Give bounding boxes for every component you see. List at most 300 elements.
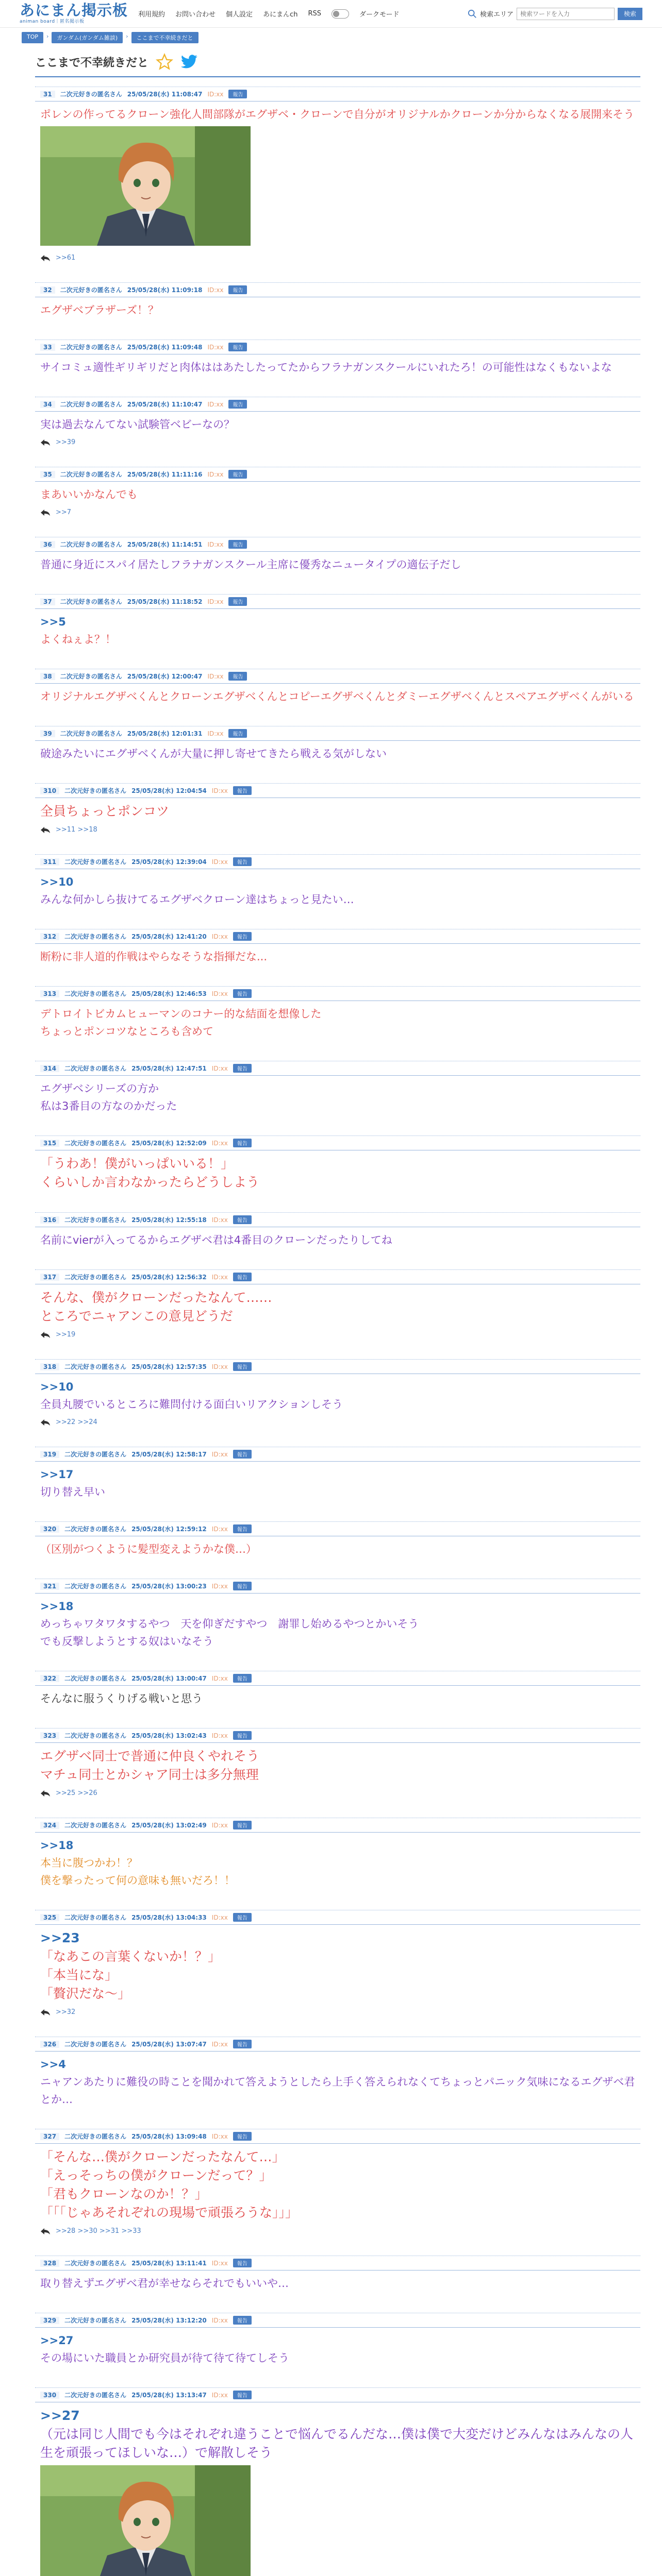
post-number[interactable]: 329 [40,2317,59,2324]
report-button[interactable]: 報告 [233,786,252,795]
post-date: 25/05/28(水) 13:13:47 [131,2392,207,2399]
post-date: 25/05/28(水) 13:11:41 [131,2260,207,2267]
report-button[interactable]: 報告 [233,1215,252,1224]
post-id[interactable]: ID:xx [211,1216,228,1224]
post-body [35,101,640,123]
post-replies [35,503,640,516]
post [35,1359,640,1426]
report-button[interactable]: 報告 [228,597,247,606]
reply-anchor-link[interactable]: >>27 [40,2334,74,2347]
report-button[interactable]: 報告 [233,1450,252,1459]
nav-animanch[interactable]: あにまんch [263,11,298,19]
post-body [35,297,640,319]
report-button[interactable]: 報告 [233,1139,252,1147]
breadcrumb-top[interactable]: TOP [22,32,43,43]
post-body [35,1076,640,1115]
post-author: 二次元好きの匿名さん [64,1914,127,1921]
reply-links[interactable]: >>25 >>26 [56,1789,97,1797]
post-replies [35,249,640,262]
post-date: 25/05/28(水) 12:00:47 [127,673,203,680]
post-author: 二次元好きの匿名さん [64,1065,127,1072]
reply-anchor-link[interactable]: >>17 [40,1468,74,1481]
reply-anchor-link[interactable]: >>27 [40,2408,80,2423]
report-button[interactable]: 報告 [233,2391,252,2399]
report-button[interactable]: 報告 [233,932,252,941]
report-button[interactable]: 報告 [233,989,252,998]
nav-terms[interactable]: 利用規約 [138,11,166,19]
post-id[interactable]: ID:xx [211,1273,228,1281]
post-replies [35,2222,640,2235]
post [35,1671,640,1707]
post-body [35,1374,640,1413]
post-id[interactable]: ID:xx [211,858,228,866]
post [35,2387,640,2576]
post-header [35,1136,640,1150]
post-list [35,87,640,2576]
post-text-line: 私は3番目の方なのかだった [40,1100,177,1112]
post-id[interactable]: ID:xx [211,1732,228,1739]
reply-arrow-icon [40,255,51,262]
report-button[interactable]: 報告 [233,2316,252,2325]
post-date: 25/05/28(水) 11:11:16 [127,471,203,478]
post-text-line: その場にいた職員とか研究員が待て待て待てしそう [40,2352,289,2364]
post-body [35,869,640,908]
post-number[interactable]: 31 [40,91,55,98]
post-date: 25/05/28(水) 11:09:18 [127,286,203,294]
post [35,1818,640,1889]
post-header [35,669,640,684]
reply-anchor-link[interactable]: >>4 [40,2058,66,2071]
post-id[interactable]: ID:xx [207,343,224,351]
post-date: 25/05/28(水) 12:04:54 [131,787,207,794]
post-body [35,1594,640,1650]
post-number[interactable]: 319 [40,1451,59,1458]
post-replies [35,433,640,446]
post-id[interactable]: ID:xx [211,2316,228,2324]
nav-contact[interactable]: お問い合わせ [175,11,216,19]
nav-rss[interactable]: RSS [308,10,321,18]
report-button[interactable]: 報告 [233,857,252,866]
post-author: 二次元好きの匿名さん [64,933,127,940]
post-text-line: 「うわあ！僕がいっぱいいる！」 [40,1156,234,1171]
reply-arrow-icon [40,2009,51,2016]
post [35,2256,640,2292]
post-body [35,1001,640,1040]
post-id[interactable]: ID:xx [211,1363,228,1370]
report-button[interactable]: 報告 [233,1913,252,1922]
post-number[interactable]: 330 [40,2392,59,2399]
post-id[interactable]: ID:xx [207,470,224,478]
post-header [35,2129,640,2144]
attached-image[interactable] [40,2465,251,2576]
post-text-line: オリジナルエグザベくんとクローンエグザベくんとコピーエグザベくんとダミーエグザベくんとスペアエグザベくんがいる [40,690,634,703]
post-number[interactable]: 324 [40,1822,59,1829]
post-date: 25/05/28(水) 13:00:23 [131,1583,207,1590]
post-header [35,1579,640,1594]
reply-anchor-link[interactable]: >>18 [40,1839,74,1852]
thread-title: ここまで不幸続きだと [35,56,149,70]
post-body [35,2328,640,2367]
post-body [35,354,640,376]
post-number[interactable]: 317 [40,1274,59,1281]
post-text-line: 「えっそっちの僕がクローンだって？」 [40,2168,272,2183]
post-text-line: ニャアンあたりに難役の時ことを聞かれて答えようとしたら上手く答えられなくてちょっとパニック気味になるエグザベ君とか… [40,2076,635,2106]
post [35,1910,640,2016]
post-body [35,552,640,573]
post-header [35,340,640,354]
post [35,87,640,262]
post-text-line: 名前にvierが入ってるからエグザベ君は4番目のクローンだったりしてね [40,1234,392,1246]
post-id[interactable]: ID:xx [207,540,224,548]
post-id[interactable]: ID:xx [211,1913,228,1921]
reply-arrow-icon [40,1419,51,1426]
post-id[interactable]: ID:xx [211,2040,228,2048]
post-header [35,986,640,1001]
search-button[interactable]: 検索 [618,8,642,20]
post-text-line: 本当に腹つかわ！？ [40,1857,138,1869]
post-text-line: 「そんな…僕がクローンだったなんて…」 [40,2149,285,2164]
post-number[interactable]: 322 [40,1675,59,1682]
post-date: 25/05/28(水) 13:09:48 [131,2133,207,2140]
post-body [35,1743,640,1784]
post-text-line: 「贅沢だな～」 [40,1986,131,2001]
post-number[interactable]: 326 [40,2041,59,2048]
post-header [35,1671,640,1686]
post [35,467,640,516]
post-number[interactable]: 37 [40,598,55,605]
post-header [35,2037,640,2052]
post-number[interactable]: 34 [40,401,55,408]
post-body [35,1150,640,1192]
post-text-line: そんな、僕がクローンだったなんて…… [40,1290,272,1305]
post-number[interactable]: 36 [40,541,55,548]
post-date: 25/05/28(水) 12:39:04 [131,858,207,866]
logo-title: あにまん掲示板 [20,2,128,19]
post-replies [35,1784,640,1797]
report-button[interactable]: 報告 [233,1582,252,1590]
post-number[interactable]: 32 [40,286,55,294]
post-body [35,1462,640,1501]
post-header [35,2387,640,2402]
post-number[interactable]: 320 [40,1526,59,1533]
post-author: 二次元好きの匿名さん [64,1140,127,1147]
breadcrumb-thread[interactable]: ここまで不幸続きだと [131,32,198,43]
attached-image[interactable] [40,126,251,246]
post-date: 25/05/28(水) 12:01:31 [127,730,203,737]
post-text-line: くらいしか言わなかったらどうしよう [40,1175,260,1190]
logo-subtitle: animan board｜匿名掲示板 [20,19,85,24]
post-author: 二次元好きの匿名さん [60,401,122,408]
report-button[interactable]: 報告 [233,2259,252,2267]
title-divider [35,76,640,77]
reply-links[interactable]: >>61 [56,254,76,262]
report-button[interactable]: 報告 [228,470,247,479]
post-text-line: （区別がつくように髪型変えようかな僕…） [40,1543,257,1555]
post-number[interactable]: 33 [40,344,55,351]
post-number[interactable]: 318 [40,1363,59,1370]
post-date: 25/05/28(水) 12:41:20 [131,933,207,940]
report-button[interactable]: 報告 [233,2040,252,2048]
post-text-line: ところでニャアンこの意見どうだ [40,1309,233,1324]
post-header [35,467,640,482]
post-id[interactable]: ID:xx [211,1674,228,1682]
favorite-star-icon[interactable] [156,53,173,71]
post [35,537,640,573]
post-date: 25/05/28(水) 13:02:49 [131,1822,207,1829]
reply-anchor-link[interactable]: >>10 [40,1381,74,1393]
anime-character-illustration [40,2465,251,2576]
report-button[interactable]: 報告 [228,285,247,294]
post [35,397,640,446]
site-header [0,0,662,28]
post-body [35,2052,640,2108]
reply-links[interactable]: >>7 [56,509,72,516]
post-body [35,944,640,965]
post-author: 二次元好きの匿名さん [64,858,127,866]
post-date: 25/05/28(水) 11:18:52 [127,598,203,605]
post [35,1447,640,1501]
reply-links[interactable]: >>22 >>24 [56,1418,97,1426]
post-date: 25/05/28(水) 13:04:33 [131,1914,207,1921]
post-text-line: 「君もクローンなのか！？」 [40,2187,208,2201]
post-text-line: 「「「じゃあそれぞれの現場で頑張ろうな」」」 [40,2205,299,2220]
post-author: 二次元好きの匿名さん [60,541,122,548]
post [35,1521,640,1558]
post-id[interactable]: ID:xx [211,1450,228,1458]
reply-links[interactable]: >>28 >>30 >>31 >>33 [56,2227,141,2235]
post-number[interactable]: 323 [40,1732,59,1739]
post-id[interactable]: ID:xx [211,2132,228,2140]
nav-settings[interactable]: 個人設定 [226,11,253,19]
twitter-share-icon[interactable] [180,54,198,70]
post-id[interactable]: ID:xx [211,787,228,794]
post-id[interactable]: ID:xx [211,2391,228,2399]
post-text-line: エグザベ同士で普通に仲良くやれそう [40,1749,260,1764]
breadcrumb-board[interactable]: ガンダム(ガンダム雑談) [52,32,123,43]
post-number[interactable]: 310 [40,787,59,794]
post-author: 二次元好きの匿名さん [60,471,122,478]
post-id[interactable]: ID:xx [211,1525,228,1533]
post-date: 25/05/28(水) 12:55:18 [131,1216,207,1224]
report-button[interactable]: 報告 [228,343,247,351]
post-number[interactable]: 312 [40,933,59,940]
post-body [35,412,640,433]
post [35,1579,640,1650]
post-body [35,1833,640,1889]
post-header [35,1212,640,1227]
post-id[interactable]: ID:xx [207,286,224,294]
post-text-line: 普通に身近にスパイ居たしフラナガンスクール主席に優秀なニュータイプの適伝子だし [40,558,461,571]
post [35,783,640,834]
post-body [35,2402,640,2462]
post-id[interactable]: ID:xx [211,2259,228,2267]
post [35,929,640,965]
post-text-line: マチュ同士とかシャア同士は多分無理 [40,1767,259,1782]
reply-anchor-link[interactable]: >>10 [40,876,74,888]
post-date: 25/05/28(水) 13:12:20 [131,2317,207,2324]
post-body [35,798,640,821]
post [35,1136,640,1192]
post-date: 25/05/28(水) 11:10:47 [127,401,203,408]
post-text-line: みんな何かしら抜けてるエグザベクローン達はちょっと見たい… [40,893,354,906]
post-header [35,1818,640,1833]
post-header [35,1269,640,1284]
post-author: 二次元好きの匿名さん [60,673,122,680]
report-button[interactable]: 報告 [228,540,247,549]
post [35,1728,640,1797]
report-button[interactable]: 報告 [233,1064,252,1073]
post-author: 二次元好きの匿名さん [60,730,122,737]
post-id[interactable]: ID:xx [211,933,228,940]
post-author: 二次元好きの匿名さん [64,990,127,997]
report-button[interactable]: 報告 [228,400,247,409]
report-button[interactable]: 報告 [233,2132,252,2141]
post-header [35,726,640,741]
post-author: 二次元好きの匿名さん [64,2317,127,2324]
post-id[interactable]: ID:xx [211,1139,228,1147]
reply-anchor-link[interactable]: >>18 [40,1600,74,1613]
post [35,2313,640,2367]
post-text-line: 「なあこの言葉くないか！？」 [40,1949,221,1964]
post [35,1061,640,1115]
post-date: 25/05/28(水) 12:59:12 [131,1526,207,1533]
post-text-line: エグザベシリーズの方か [40,1082,159,1095]
post-header [35,1728,640,1743]
reply-anchor-link[interactable]: >>23 [40,1930,80,1945]
post-number[interactable]: 321 [40,1583,59,1590]
post-text-line: エグザベブラザーズ！？ [40,304,159,316]
post-id[interactable]: ID:xx [211,1582,228,1590]
post-date: 25/05/28(水) 11:09:48 [127,344,203,351]
post-author: 二次元好きの匿名さん [64,1274,127,1281]
post-text-line: めっちゃワタワタするやつ 天を仰ぎだすやつ 謝罪し始めるやつとかいそう [40,1618,419,1630]
post-author: 二次元好きの匿名さん [60,286,122,294]
report-button[interactable]: 報告 [228,729,247,738]
post-author: 二次元好きの匿名さん [60,598,122,605]
post-id[interactable]: ID:xx [211,990,228,997]
reply-links[interactable]: >>32 [56,2008,76,2016]
post-text-line: 取り替えずエグザベ君が幸せならそれでもいいや… [40,2277,289,2290]
report-button[interactable]: 報告 [233,1362,252,1371]
post-replies [35,1413,640,1426]
post-header [35,282,640,297]
report-button[interactable]: 報告 [233,1273,252,1281]
post-number[interactable]: 316 [40,1216,59,1224]
post-date: 25/05/28(水) 12:57:35 [131,1363,207,1370]
post-text-line: 切り替え早い [40,1486,105,1498]
reply-anchor-link[interactable]: >>5 [40,616,66,628]
report-button[interactable]: 報告 [228,90,247,98]
post [35,726,640,762]
post-header [35,2256,640,2270]
reply-arrow-icon [40,826,51,834]
thread-title-row [35,47,640,76]
post-author: 二次元好きの匿名さん [64,1363,127,1370]
post-author: 二次元好きの匿名さん [64,1583,127,1590]
post-number[interactable]: 311 [40,858,59,866]
post-number[interactable]: 313 [40,990,59,997]
post-text-line: ちょっとポンコツなところも含めて [40,1025,213,1038]
post-number[interactable]: 325 [40,1914,59,1921]
post-number[interactable]: 315 [40,1140,59,1147]
reply-links[interactable]: >>19 [56,1331,76,1338]
post [35,340,640,376]
post-body [35,1536,640,1558]
post-text-line: 全員丸腰でいるところに難問付ける面白いリアクションしそう [40,1398,343,1411]
post-author: 二次元好きの匿名さん [64,2260,127,2267]
post-number[interactable]: 39 [40,730,55,737]
report-button[interactable]: 報告 [233,1524,252,1533]
post-id[interactable]: ID:xx [211,1821,228,1829]
report-button[interactable]: 報告 [233,1731,252,1740]
post [35,1212,640,1249]
post-number[interactable]: 38 [40,673,55,680]
post-number[interactable]: 327 [40,2133,59,2140]
breadcrumb-separator: › [46,33,49,40]
post-date: 25/05/28(水) 13:02:43 [131,1732,207,1739]
post-date: 25/05/28(水) 11:14:51 [127,541,203,548]
search-icon [468,9,477,19]
post-id[interactable]: ID:xx [207,598,224,605]
post-date: 25/05/28(水) 12:58:17 [131,1451,207,1458]
toggle-knob [333,11,339,17]
post-author: 二次元好きの匿名さん [64,2041,127,2048]
report-button[interactable]: 報告 [233,1674,252,1683]
post-text-line: デトロイトビカムヒューマンのコナー的な結面を想像した [40,1008,322,1020]
post-header [35,929,640,944]
breadcrumb-separator: › [126,33,128,40]
post-number[interactable]: 35 [40,471,55,478]
post-author: 二次元好きの匿名さん [64,1526,127,1533]
post-id[interactable]: ID:xx [207,672,224,680]
post-number[interactable]: 328 [40,2260,59,2267]
post-author: 二次元好きの匿名さん [60,91,122,98]
report-button[interactable]: 報告 [228,672,247,681]
site-logo[interactable] [20,3,128,24]
post-date: 25/05/28(水) 13:00:47 [131,1675,207,1682]
post-text-line: でも反撃しようとする奴はいなそう [40,1635,213,1648]
post-author: 二次元好きの匿名さん [64,1732,127,1739]
post-id[interactable]: ID:xx [207,730,224,737]
reply-arrow-icon [40,509,51,516]
post-header [35,87,640,101]
post-id[interactable]: ID:xx [207,90,224,98]
search-input[interactable] [517,8,615,20]
post-id[interactable]: ID:xx [207,400,224,408]
post-author: 二次元好きの匿名さん [60,344,122,351]
post-body [35,1227,640,1249]
post-number[interactable]: 314 [40,1065,59,1072]
post-id[interactable]: ID:xx [211,1064,228,1072]
post-header [35,1359,640,1374]
post [35,594,640,648]
post-author: 二次元好きの匿名さん [64,787,127,794]
post [35,2037,640,2108]
post-text-line: 僕を撃ったって何の意味も無いだろ！！ [40,1874,235,1887]
report-button[interactable]: 報告 [233,1821,252,1829]
post-text-line: まあいいかなんでも [40,488,138,501]
post-body [35,1686,640,1707]
reply-arrow-icon [40,1790,51,1797]
post-author: 二次元好きの匿名さん [64,1675,127,1682]
post-replies [35,2003,640,2016]
dark-mode-toggle[interactable] [332,9,349,19]
reply-links[interactable]: >>39 [56,438,76,446]
post [35,669,640,705]
reply-links[interactable]: >>11 >>18 [56,826,97,834]
post-author: 二次元好きの匿名さん [64,1451,127,1458]
post-replies [35,1326,640,1338]
